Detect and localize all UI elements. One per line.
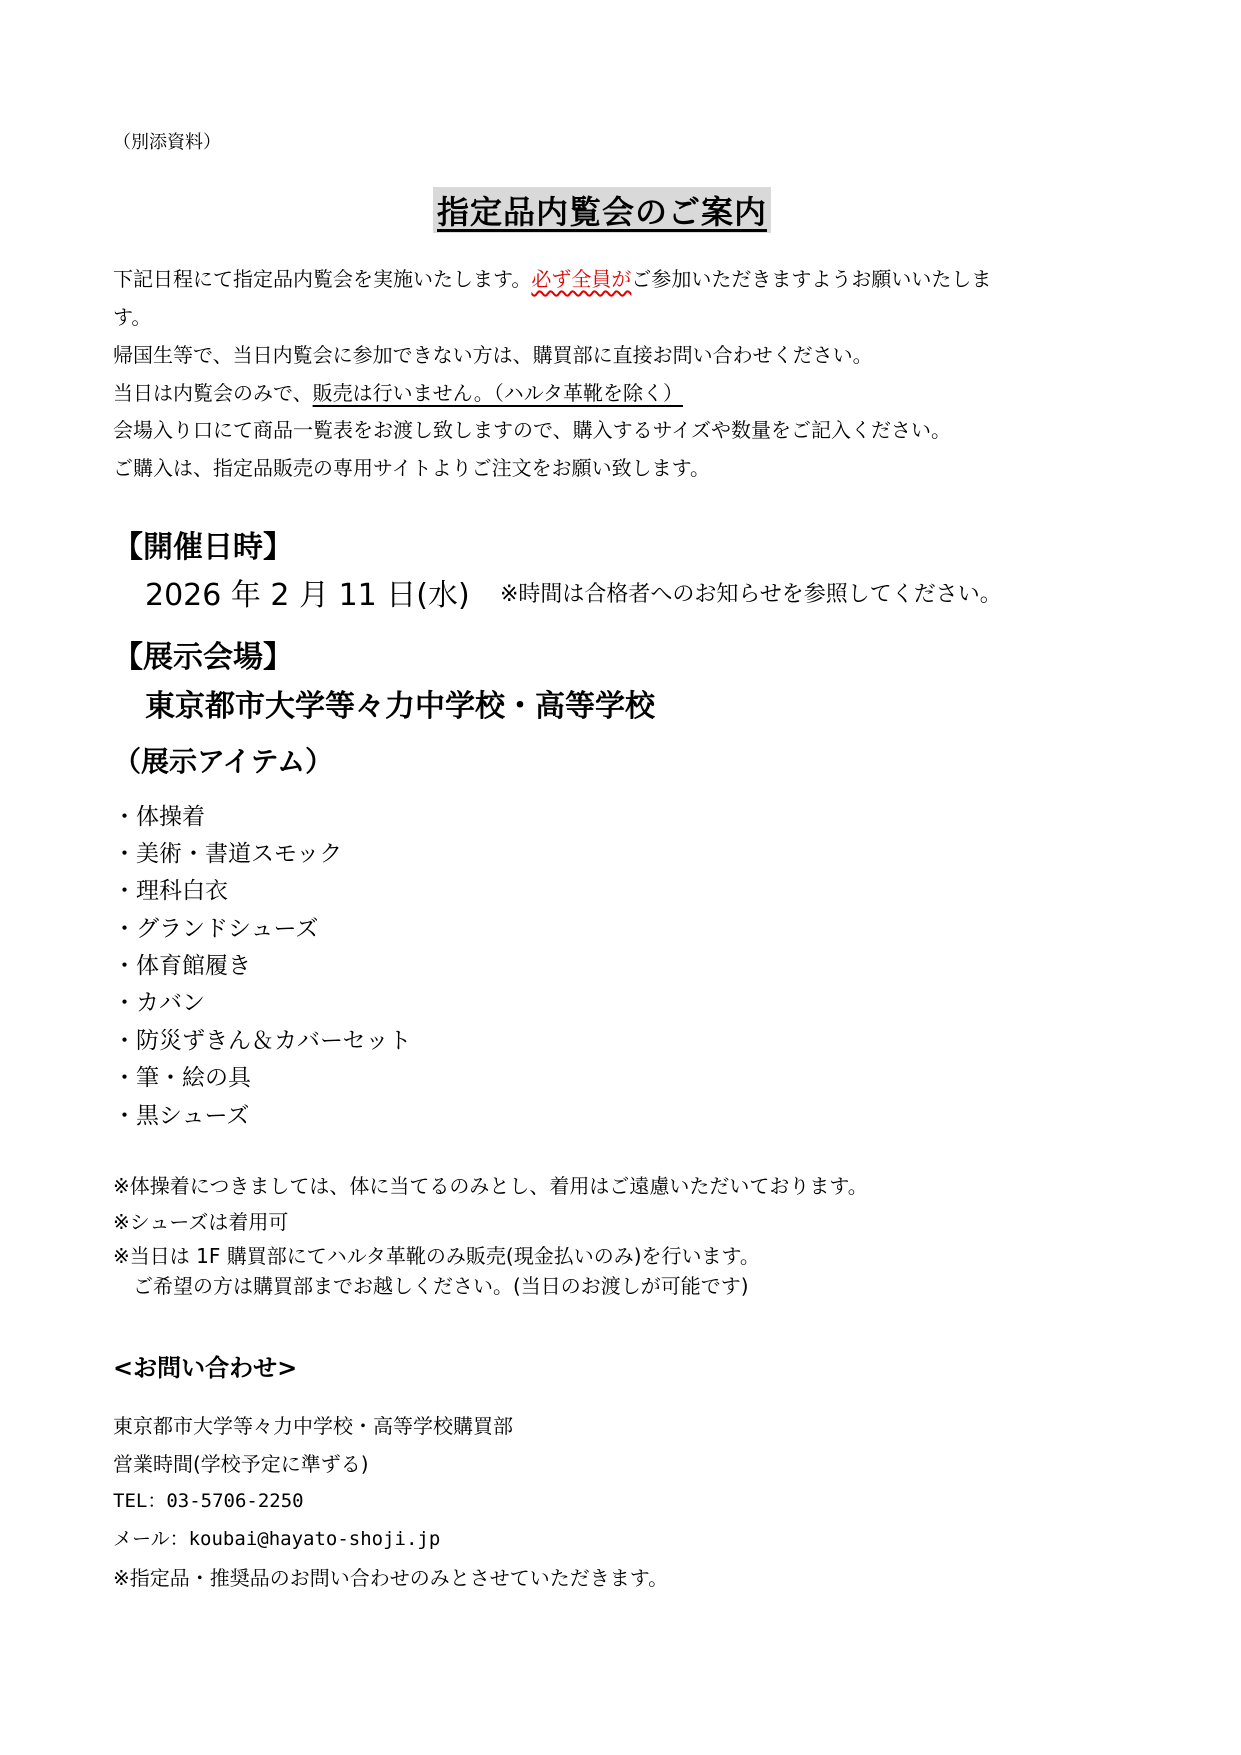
contact-hours: 営業時間(学校予定に準ずる) — [113, 1452, 369, 1476]
list-item: ・グランドシューズ — [113, 916, 319, 942]
intro-line-4: 会場入り口にて商品一覧表をお渡し致しますので、購入するサイズや数量をご記入ください。 — [113, 418, 951, 442]
note-line: ※当日は 1F 購買部にてハルタ革靴のみ販売(現金払いのみ)を行います。 — [113, 1244, 760, 1268]
intro-line-1-post: ご参加いただきますようお願いいたしま — [631, 267, 992, 291]
contact-email — [113, 1524, 440, 1551]
list-item: ・黒シューズ — [113, 1103, 250, 1129]
intro-line-1 — [113, 263, 991, 292]
contact-note: ※指定品・推奨品のお問い合わせのみとさせていただきます。 — [113, 1566, 669, 1590]
intro-line-5: ご購入は、指定品販売の専用サイトよりご注文をお願い致します。 — [113, 456, 710, 480]
contact-email-text: メール：koubai@hayato-shoji.jp — [113, 1528, 441, 1550]
note-line: ※シューズは着用可 — [113, 1210, 289, 1234]
schedule-date: 2026 年 2 月 11 日(水) — [145, 578, 470, 613]
page-title: 指定品内覧会のご案内 — [433, 187, 771, 233]
list-item: ・防災ずきん＆カバーセット — [113, 1028, 412, 1054]
intro-emphasis: 必ず全員が — [531, 267, 632, 291]
list-item: ・体育館履き — [113, 953, 251, 979]
intro-line-1-wrap: す。 — [113, 305, 152, 329]
list-item: ・理科白衣 — [113, 878, 228, 904]
intro-line-3 — [113, 377, 683, 406]
intro-line-3-pre: 当日は内覧会のみで、 — [113, 381, 313, 405]
contact-heading: <お問い合わせ> — [113, 1354, 298, 1382]
intro-line-1-pre: 下記日程にて指定品内覧会を実施いたします。 — [113, 267, 532, 291]
contact-tel: TEL：03-5706-2250 — [113, 1490, 304, 1512]
note-line: ご希望の方は購買部までお越しください。(当日のお渡しが可能です) — [113, 1274, 749, 1298]
schedule-note: ※時間は合格者へのお知らせを参照してください。 — [500, 582, 1002, 607]
list-item: ・筆・絵の具 — [113, 1065, 251, 1091]
list-item: ・カバン — [113, 990, 205, 1016]
attachment-tag: （別添資料） — [113, 132, 221, 153]
venue-heading: 【展示会場】 — [113, 640, 293, 675]
items-heading: （展示アイテム） — [113, 745, 334, 778]
intro-line-2: 帰国生等で、当日内覧会に参加できない方は、購買部に直接お問い合わせください。 — [113, 343, 873, 367]
schedule-heading: 【開催日時】 — [113, 530, 293, 565]
venue-name: 東京都市大学等々力中学校・高等学校 — [145, 689, 655, 724]
note-line: ※体操着につきましては、体に当てるのみとし、着用はご遠慮いただいております。 — [113, 1174, 868, 1198]
list-item: ・体操着 — [113, 804, 205, 830]
contact-org: 東京都市大学等々力中学校・高等学校購買部 — [113, 1414, 513, 1438]
intro-line-3-underlined: 販売は行いません。（ハルタ革靴を除く） — [312, 381, 684, 405]
list-item: ・美術・書道スモック — [113, 841, 343, 867]
